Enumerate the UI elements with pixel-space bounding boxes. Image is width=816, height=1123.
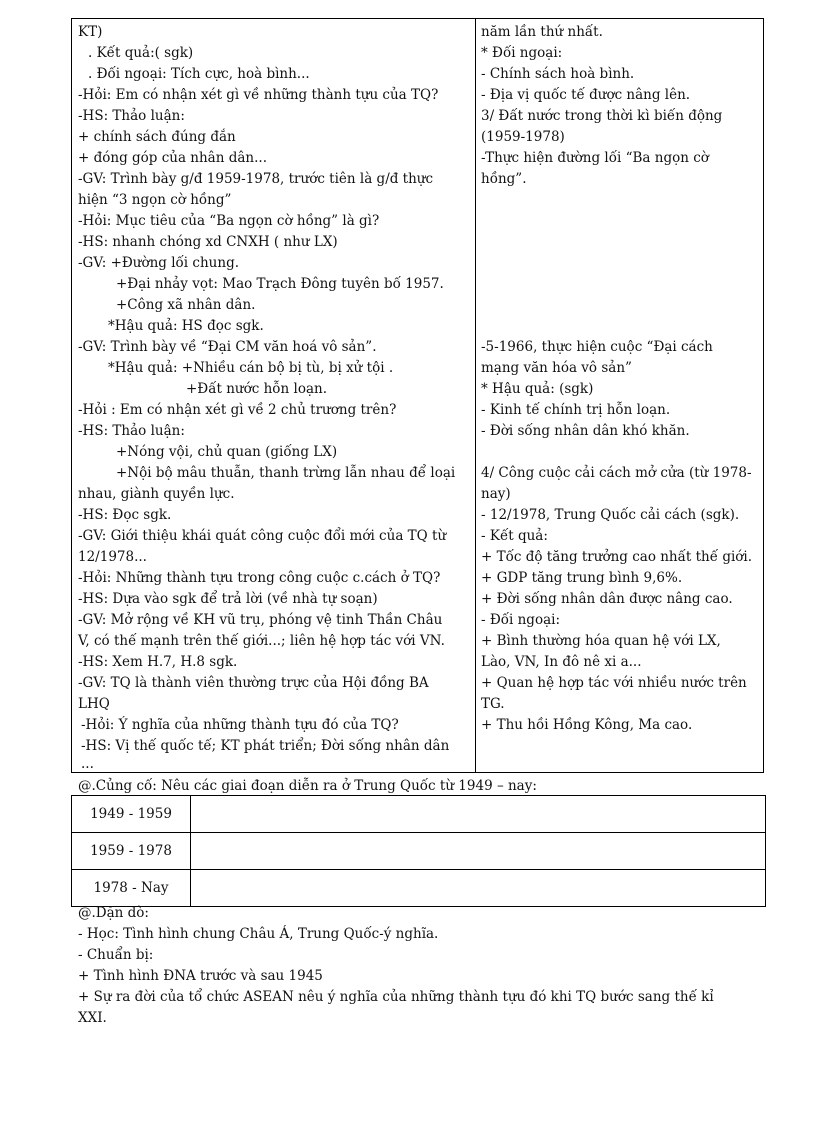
left-line: LHQ bbox=[78, 696, 110, 712]
right-line: * Đối ngoại: bbox=[481, 45, 563, 61]
left-line: -HS: nhanh chóng xd CNXH ( như LX) bbox=[78, 234, 338, 250]
left-line: -GV: Trình bày g/đ 1959-1978, trước tiên là g/đ thực bbox=[78, 171, 434, 187]
period-label: 1959 - 1978 bbox=[72, 833, 191, 870]
right-line: mạng văn hóa vô sản” bbox=[481, 360, 632, 376]
left-line: *Hậu quả: HS đọc sgk. bbox=[108, 318, 264, 334]
right-line: - Đời sống nhân dân khó khăn. bbox=[481, 423, 690, 439]
left-line: +Nội bộ mâu thuẫn, thanh trừng lẫn nhau để loại bbox=[116, 465, 456, 481]
period-answer-cell bbox=[191, 833, 766, 870]
left-line: . Kết quả:( sgk) bbox=[88, 45, 194, 61]
homework-line: XXI. bbox=[78, 1010, 107, 1026]
left-line: 12/1978... bbox=[78, 549, 147, 565]
left-line: -Hỏi: Ý nghĩa của những thành tựu đó của TQ? bbox=[81, 717, 399, 733]
right-line: - Chính sách hoà bình. bbox=[481, 66, 635, 82]
table-row bbox=[72, 796, 766, 833]
lesson-table bbox=[71, 18, 764, 773]
right-line: hồng”. bbox=[481, 171, 527, 187]
right-line: TG. bbox=[481, 696, 505, 712]
right-line: 4/ Công cuộc cải cách mở cửa (từ 1978- bbox=[481, 465, 752, 481]
left-line: -Hỏi: Những thành tựu trong công cuộc c.cách ở TQ? bbox=[78, 570, 441, 586]
homework-line: - Học: Tình hình chung Châu Á, Trung Quốc-ý nghĩa. bbox=[78, 926, 439, 942]
right-line: -Thực hiện đường lối “Ba ngọn cờ bbox=[481, 150, 709, 166]
right-line: - Đối ngoại: bbox=[481, 612, 560, 628]
table-row bbox=[72, 870, 766, 907]
left-line: + đóng góp của nhân dân... bbox=[78, 150, 267, 166]
left-line: -HS: Thảo luận: bbox=[78, 423, 185, 439]
right-line: + Đời sống nhân dân được nâng cao. bbox=[481, 591, 733, 607]
right-line: nay) bbox=[481, 486, 511, 502]
left-line: . Đối ngoại: Tích cực, hoà bình... bbox=[88, 66, 310, 82]
right-line: -5-1966, thực hiện cuộc “Đại cách bbox=[481, 339, 713, 355]
left-line: -Hỏi: Em có nhận xét gì về những thành tựu của TQ? bbox=[78, 87, 439, 103]
left-line: +Đất nước hỗn loạn. bbox=[186, 381, 327, 397]
period-answer-cell bbox=[191, 796, 766, 833]
homework-line: - Chuẩn bị: bbox=[78, 947, 154, 963]
left-line: -GV: Trình bày về “Đại CM văn hoá vô sản”. bbox=[78, 339, 377, 355]
left-line: ... bbox=[81, 756, 94, 772]
right-line: + Quan hệ hợp tác với nhiều nước trên bbox=[481, 675, 747, 691]
left-line: -HS: Vị thế quốc tế; KT phát triển; Đời sống nhân dân bbox=[81, 738, 450, 754]
left-line: *Hậu quả: +Nhiều cán bộ bị tù, bị xử tội . bbox=[108, 360, 394, 376]
right-line: + Thu hồi Hồng Kông, Ma cao. bbox=[481, 717, 693, 733]
homework-line: + Tình hình ĐNA trước và sau 1945 bbox=[78, 968, 323, 984]
period-table bbox=[71, 795, 766, 907]
right-line: 3/ Đất nước trong thời kì biến động bbox=[481, 108, 723, 124]
right-line: năm lần thứ nhất. bbox=[481, 24, 603, 40]
left-line: -HS: Đọc sgk. bbox=[78, 507, 172, 523]
left-line: -HS: Dựa vào sgk để trả lời (về nhà tự soạn) bbox=[78, 591, 378, 607]
left-line: -Hỏi: Mục tiêu của “Ba ngọn cờ hồng” là gì? bbox=[78, 213, 380, 229]
left-line: +Công xã nhân dân. bbox=[116, 297, 256, 313]
right-line: (1959-1978) bbox=[481, 129, 565, 145]
left-line: V, có thế mạnh trên thế giới...; liên hệ hợp tác với VN. bbox=[78, 633, 445, 649]
period-label: 1949 - 1959 bbox=[72, 796, 191, 833]
period-answer-cell bbox=[191, 870, 766, 907]
left-line: hiện “3 ngọn cờ hồng” bbox=[78, 192, 232, 208]
left-line: KT) bbox=[78, 24, 103, 40]
left-line: -GV: Mở rộng về KH vũ trụ, phóng vệ tinh Thần Châu bbox=[78, 612, 443, 628]
homework-line: + Sự ra đời của tổ chức ASEAN nêu ý nghĩa của những thành tựu đó khi TQ bước sang thế kỉ bbox=[78, 989, 714, 1005]
right-line: - Kinh tế chính trị hỗn loạn. bbox=[481, 402, 671, 418]
left-line: +Đại nhảy vọt: Mao Trạch Đông tuyên bố 1957. bbox=[116, 276, 444, 292]
right-line: + Bình thường hóa quan hệ với LX, bbox=[481, 633, 721, 649]
column-divider bbox=[475, 19, 476, 772]
table-row bbox=[72, 833, 766, 870]
left-line: + chính sách đúng đắn bbox=[78, 129, 236, 145]
right-line: * Hậu quả: (sgk) bbox=[481, 381, 594, 397]
left-line: -HS: Xem H.7, H.8 sgk. bbox=[78, 654, 238, 670]
left-line: -GV: Giới thiệu khái quát công cuộc đổi mới của TQ từ bbox=[78, 528, 447, 544]
consolidation-title: @.Củng cố: Nêu các giai đoạn diễn ra ở Trung Quốc từ 1949 – nay: bbox=[78, 778, 537, 794]
right-line: Lào, VN, In đô nê xi a... bbox=[481, 654, 642, 670]
period-label: 1978 - Nay bbox=[72, 870, 191, 907]
right-line: - Kết quả: bbox=[481, 528, 548, 544]
left-line: -GV: +Đường lối chung. bbox=[78, 255, 239, 271]
left-line: -HS: Thảo luận: bbox=[78, 108, 185, 124]
right-line: + GDP tăng trung bình 9,6%. bbox=[481, 570, 683, 586]
left-line: nhau, giành quyền lực. bbox=[78, 486, 235, 502]
right-line: + Tốc độ tăng trưởng cao nhất thế giới. bbox=[481, 549, 753, 565]
homework-heading: @.Dặn dò: bbox=[78, 905, 149, 921]
left-line: +Nóng vội, chủ quan (giống LX) bbox=[116, 444, 338, 460]
left-line: -GV: TQ là thành viên thường trực của Hội đồng BA bbox=[78, 675, 429, 691]
right-line: - 12/1978, Trung Quốc cải cách (sgk). bbox=[481, 507, 740, 523]
right-line: - Địa vị quốc tế được nâng lên. bbox=[481, 87, 691, 103]
left-line: -Hỏi : Em có nhận xét gì về 2 chủ trương trên? bbox=[78, 402, 397, 418]
